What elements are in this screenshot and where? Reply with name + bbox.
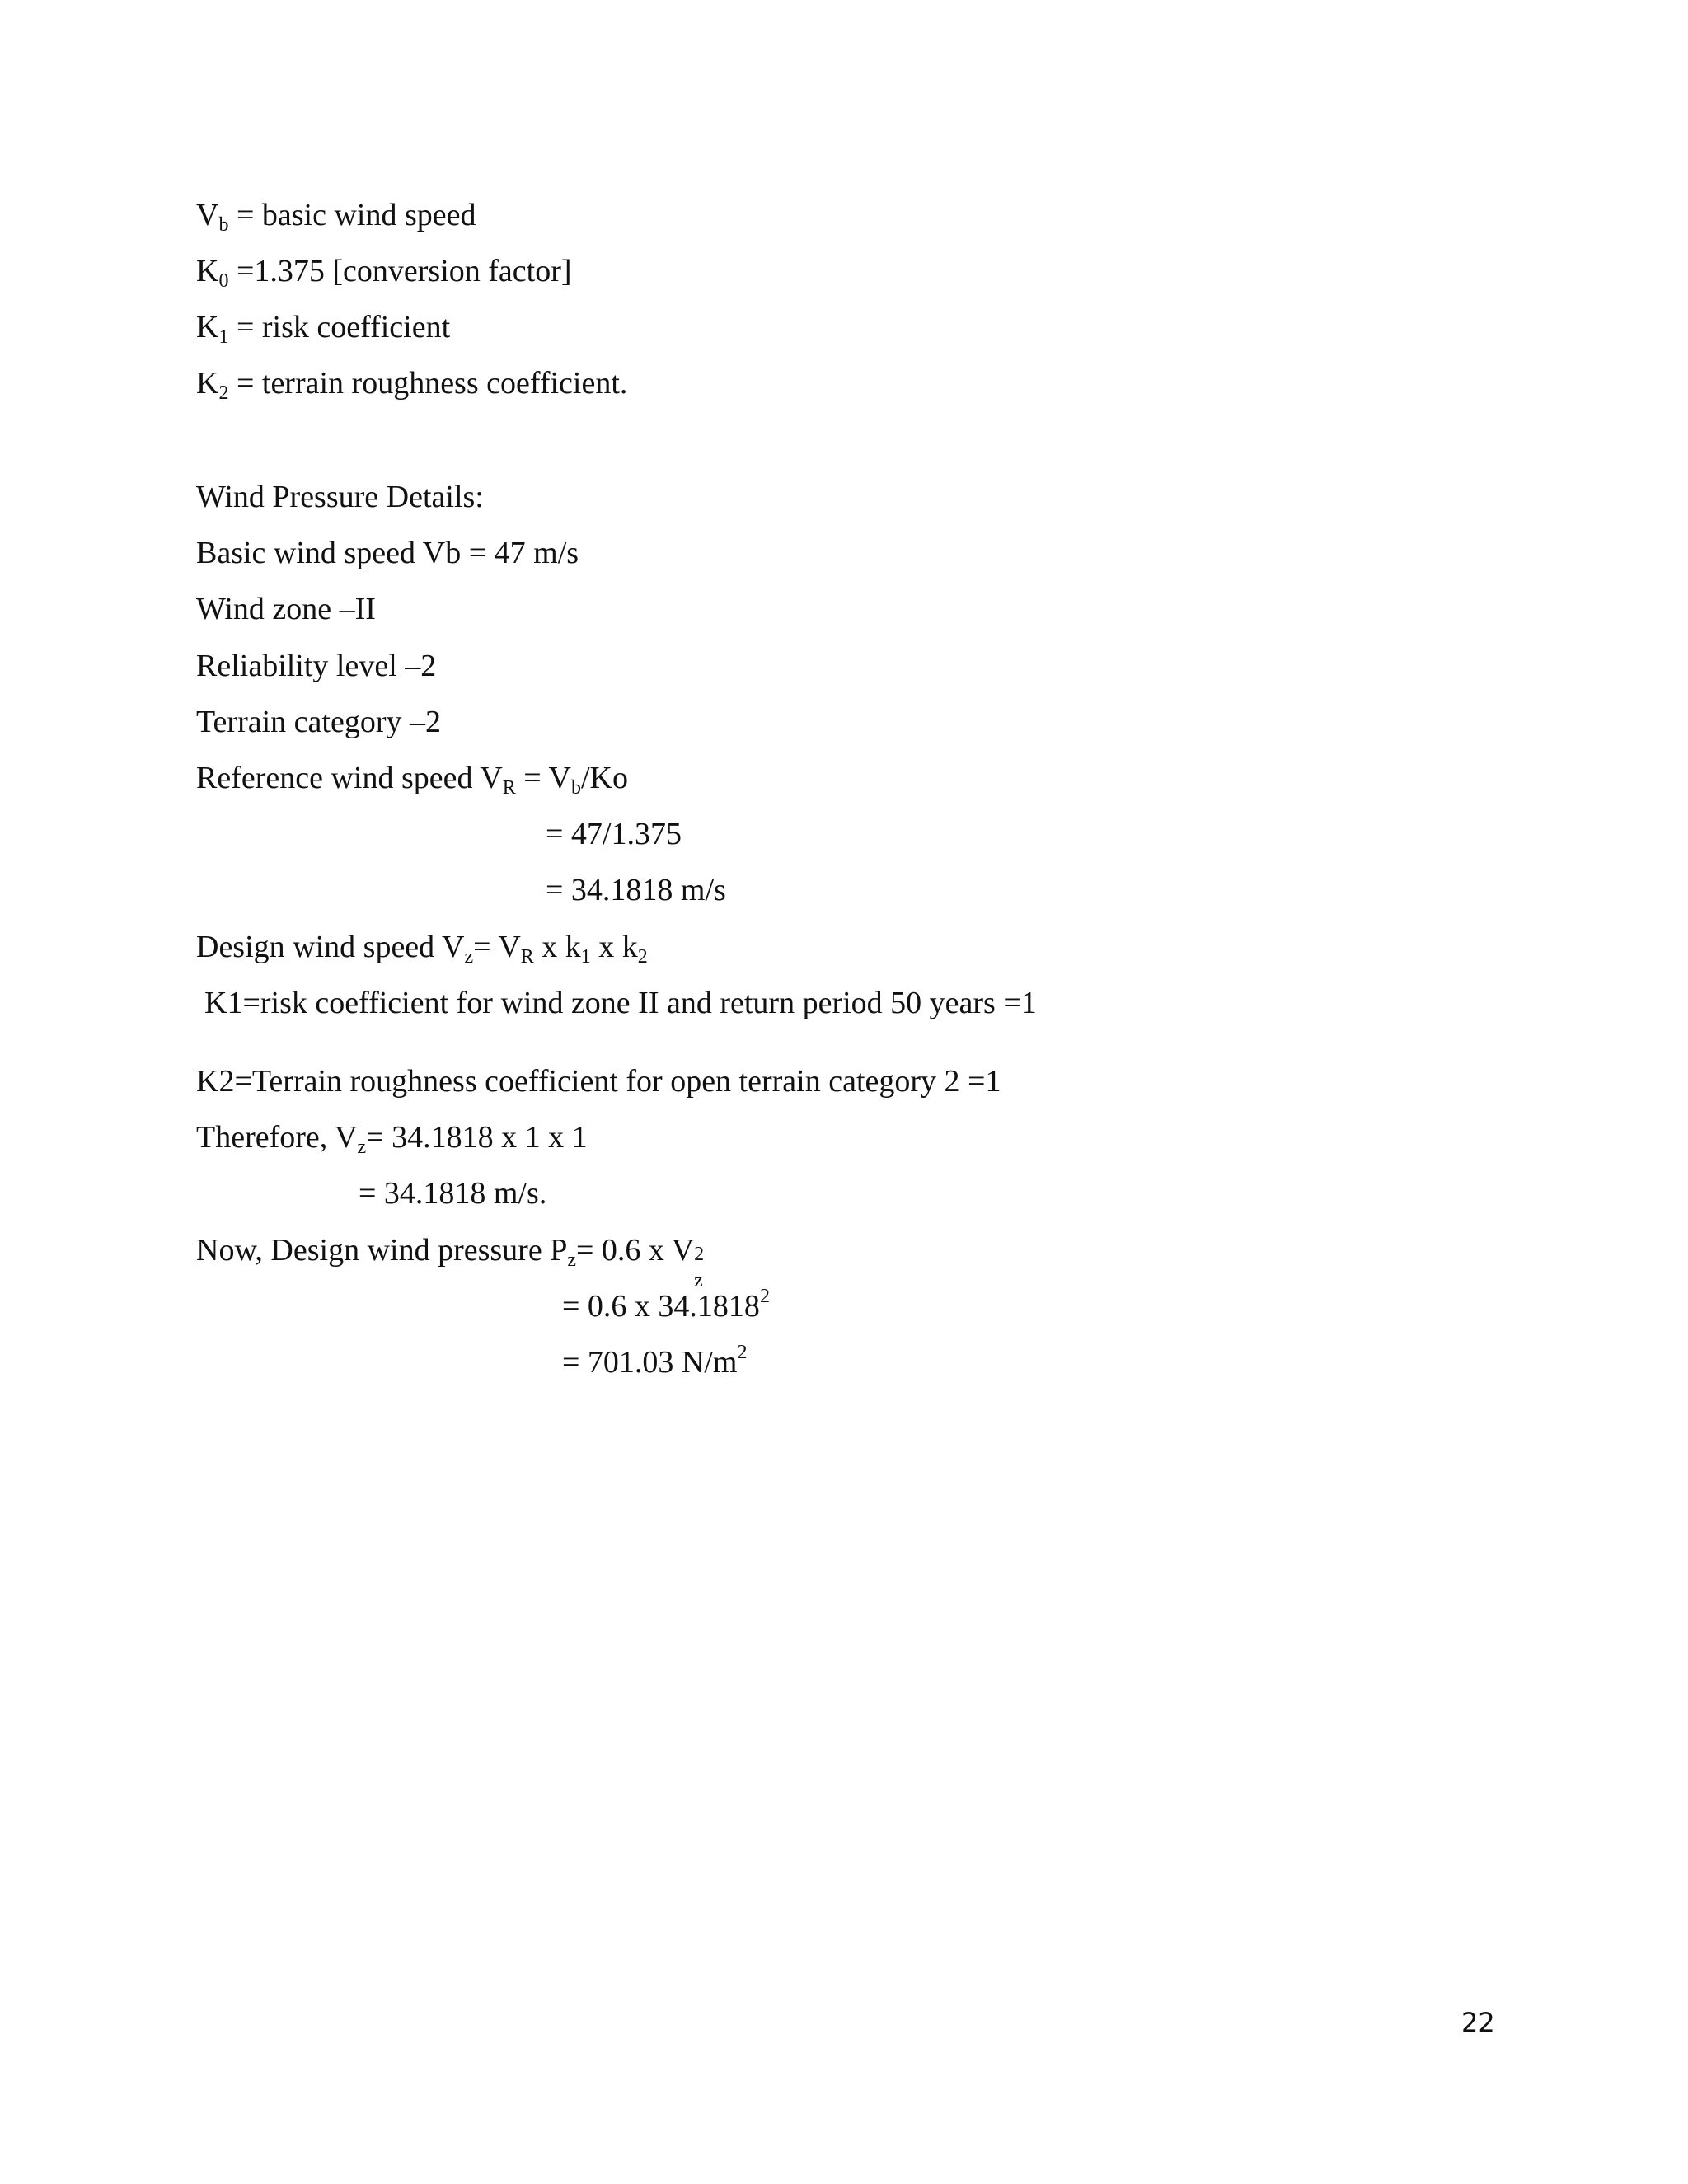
design-wind-pressure: Now, Design wind pressure $P_z= 0.6$ x V 2 z [196, 1233, 705, 1291]
pressure-step-1: = 0.6 x 34.1818$^2$ [562, 1286, 770, 1324]
reference-step-2: = 34.1818 m/s [546, 873, 726, 907]
k1-note: K1=risk coefficient for wind zone II and return period 50 years =1 [204, 986, 1037, 1020]
details-heading: Wind Pressure Details: [196, 480, 484, 514]
reliability-level: Reliability level –2 [196, 649, 437, 683]
basic-wind-speed: Basic wind speed Vb = 47 m/s [196, 536, 579, 570]
reference-wind-speed: Reference wind speed $V_R = V_b/Ko$ [196, 761, 628, 799]
terrain-category: Terrain category –2 [196, 705, 441, 739]
page-number: 22 [1461, 2007, 1495, 2038]
design-speed-result: = 34.1818 m/s. [359, 1176, 547, 1211]
definition-vb: $V_b$ = basic wind speed [196, 198, 476, 236]
definition-k1: $K_1$ = risk coefficient [196, 310, 451, 348]
reference-step-1: = 47/1.375 [546, 817, 682, 851]
definition-k0: $K_0 =1.375$ [conversion factor] [196, 254, 572, 292]
therefore-line: Therefore, $V_z= 34.1818$ x 1 x 1 [196, 1120, 588, 1158]
definition-k2: $K_2$ = terrain roughness coefficient. [196, 366, 628, 404]
design-wind-speed: Design wind speed $V_z= V_R$ x $k_1$ x $k_2$ [196, 930, 648, 968]
pressure-step-2: = 701.03 $N/m^2$ [562, 1342, 748, 1380]
k2-note: K2=Terrain roughness coefficient for open terrain category 2 =1 [196, 1064, 1001, 1099]
wind-zone: Wind zone –II [196, 592, 376, 626]
